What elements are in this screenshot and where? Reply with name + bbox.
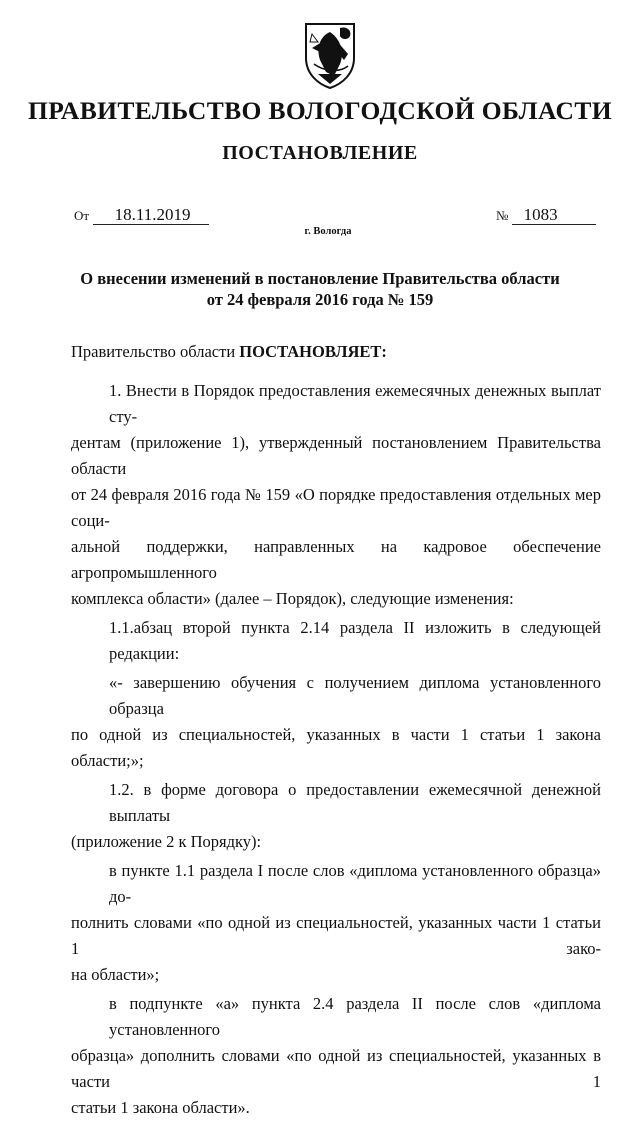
- preamble-text: Правительство области: [71, 342, 240, 361]
- text-line: в подпункте «а» пункта 2.4 раздела II после слов «диплома установленного: [109, 994, 601, 1039]
- text-line: 1. Внести в Порядок предоставления ежемесячных денежных выплат сту-: [109, 381, 601, 426]
- date-field: [74, 206, 209, 225]
- text-line: 1.1.абзац второй пункта 2.14 раздела II изложить в следующей редакции:: [109, 618, 601, 663]
- coat-of-arms-emblem: [300, 20, 360, 90]
- text-line: «- завершению обучения с получением диплома установленного образца: [109, 673, 601, 718]
- text-line: дентам (приложение 1), утвержденный постановлением Правительства области: [71, 433, 601, 478]
- paragraph-1: [71, 378, 601, 612]
- text-line: на области»;: [71, 965, 160, 984]
- text-line: по одной из специальностей, указанных в части 1 статьи 1 закона области;»;: [71, 725, 601, 770]
- number-value: 1083: [512, 206, 596, 225]
- paragraph-4: [71, 777, 601, 855]
- text-line: комплекса области» (далее – Порядок), следующие изменения:: [71, 589, 514, 608]
- paragraph-6: [71, 991, 601, 1121]
- coat-of-arms-icon: [300, 20, 360, 90]
- text-line: альной поддержки, направленных на кадровое обеспечение агропромышленного: [71, 537, 601, 582]
- text-line: полнить словами «по одной из специальностей, указанных части 1 статьи 1 зако-: [71, 913, 601, 958]
- paragraph-3: [71, 670, 601, 774]
- number-prefix: №: [496, 208, 509, 223]
- org-title: ПРАВИТЕЛЬСТВО ВОЛОГОДСКОЙ ОБЛАСТИ: [27, 96, 613, 125]
- text-line: в пункте 1.1 раздела I после слов «диплома установленного образца» до-: [109, 861, 601, 906]
- number-field: [496, 206, 596, 225]
- preamble: [71, 342, 601, 362]
- paragraph-2: [71, 615, 601, 667]
- doc-type: ПОСТАНОВЛЕНИЕ: [222, 142, 418, 164]
- subject-line: О внесении изменений в постановление Правительства области: [80, 269, 560, 288]
- text-line: от 24 февраля 2016 года № 159 «О порядке предоставления отдельных мер соци-: [71, 485, 601, 530]
- document-body: [71, 338, 601, 1121]
- preamble-decree: ПОСТАНОВЛЯЕТ:: [239, 342, 387, 361]
- date-prefix: От: [74, 208, 90, 223]
- subject-line: от 24 февраля 2016 года № 159: [206, 290, 434, 309]
- text-line: (приложение 2 к Порядку):: [71, 832, 262, 851]
- date-value: 18.11.2019: [93, 206, 209, 225]
- city: г. Вологда: [304, 226, 352, 237]
- text-line: образца» дополнить словами «по одной из специальностей, указанных в части 1: [71, 1046, 601, 1091]
- paragraph-5: [71, 858, 601, 988]
- text-line: 1.2. в форме договора о предоставлении ежемесячной денежной выплаты: [109, 780, 601, 825]
- subject: [0, 268, 640, 310]
- text-line: статьи 1 закона области».: [71, 1098, 250, 1117]
